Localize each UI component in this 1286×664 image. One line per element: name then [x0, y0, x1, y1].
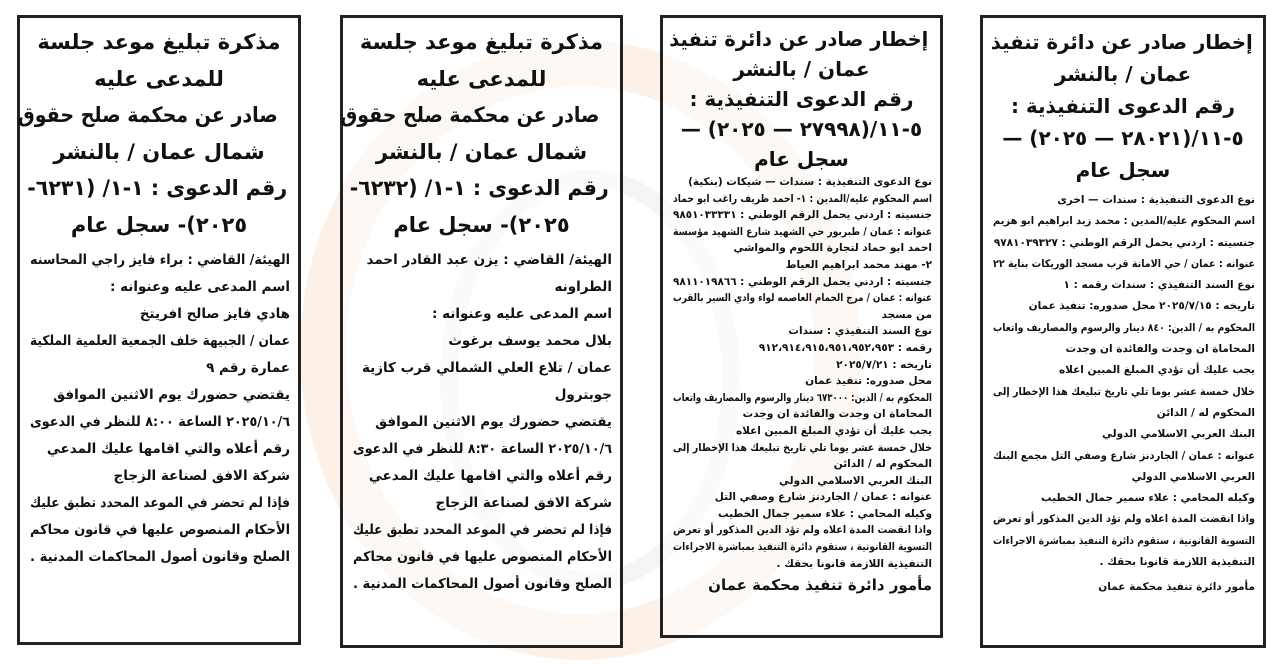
title-line: صادر عن محكمة صلح حقوق	[340, 103, 600, 127]
body-line: نوع السند التنفيذي : سندات رقمه : ١	[1063, 279, 1255, 292]
body-line: اسم المدعى عليه وعنوانه :	[109, 279, 290, 295]
title-line: إخطار صادر عن دائرة تنفيذ	[669, 27, 929, 51]
body-line: خلال خمسة عشر يوما تلي تاريخ تبليغك هذا الإخطار إلى	[673, 441, 932, 454]
body-line: عمان / تلاع العلي الشمالي قرب كازية	[361, 360, 612, 376]
title-line: ٢٠٢٥)- سجل عام	[393, 212, 570, 237]
body-line: رقمه : ٩١٢،٩١٤،٩١٥،٩٥١،٩٥٢،٩٥٣	[758, 341, 932, 354]
notice-body	[671, 174, 932, 598]
body-line: جنسيته : اردني يحمل الرقم الوطني : ٩٧٨١٠٣٩٣٢٧	[993, 236, 1255, 249]
signature-line: مأمور دائرة تنفيذ محكمة عمان	[1098, 581, 1255, 594]
execution-notice-27998	[660, 15, 943, 638]
body-line: من مسجد	[881, 308, 932, 321]
body-line: يجب عليك أن تؤدي المبلغ المبين اعلاه	[735, 424, 932, 437]
body-line: المحاماة ان وجدت والفائدة ان وجدت	[742, 408, 932, 421]
body-line: التسوية القانونية ، ستقوم دائرة التنفيذ بمباشرة الاجراءات	[673, 541, 932, 554]
body-line: الهيئة/ القاضي : يزن عبد القادر احمد	[366, 252, 612, 268]
title-line: مذكرة تبليغ موعد جلسة	[359, 30, 604, 54]
notice-title	[340, 24, 612, 243]
body-line: التسوية القانونية ، ستقوم دائرة التنفيذ بمباشرة الاجراءات	[993, 534, 1255, 547]
notice-body	[351, 247, 612, 598]
body-line: الأحكام المنصوص عليها في قانون محاكم	[353, 549, 612, 565]
body-line: البنك العربي الاسلامي الدولي	[779, 474, 932, 487]
body-line: جنسيته : اردني يحمل الرقم الوطني : ٩٨١١٠١٩٨٦٦	[673, 275, 932, 288]
body-line: المحكوم به / الدين: ٦٧٣٠٠٠ دينار والرسوم والمصاريف واتعاب	[673, 391, 932, 404]
body-line: رقم أعلاه والتي اقامها عليك المدعي	[46, 441, 290, 457]
body-line: عنوانه : عمان / الجاردنز شارع وصفي التل	[714, 491, 932, 504]
body-line: البنك العربي الاسلامي الدولي	[1102, 428, 1255, 441]
body-line: تاريخه : ٢٠٢٥/٧/٢١	[836, 358, 932, 371]
title-line: ٥-١١/(٢٨٠٢١ — ٢٠٢٥) —	[1002, 126, 1244, 150]
execution-notice-28021	[980, 15, 1266, 648]
body-line: رقم أعلاه والتي اقامها عليك المدعي	[368, 468, 612, 484]
body-line: عمان / الجبيهة خلف الجمعية العلمية الملكية	[29, 333, 290, 349]
title-line: رقم الدعوى : ١-١/ (٦٢٣٢-	[349, 176, 609, 200]
body-line: المحكوم له / الدائن	[1156, 406, 1255, 419]
body-line: الصلح وقانون أصول المحاكمات المدنية .	[353, 576, 612, 592]
body-line: تاريخه : ٢٠٢٥/٧/١٥ محل صدوره: تنفيذ عمان	[1028, 300, 1255, 313]
signature-line: مأمور دائرة تنفيذ محكمة عمان	[708, 576, 932, 595]
title-line: شمال عمان / بالنشر	[375, 139, 588, 164]
body-line: وكيله المحامي : علاء سمير جمال الخطيب	[1040, 492, 1255, 505]
body-line: شركة الافق لصناعة الزجاج	[113, 468, 290, 484]
body-line: نوع السند التنفيذي : سندات	[788, 325, 932, 338]
body-line: الهيئة/ القاضي : براء فايز راجي المحاسنه	[30, 252, 290, 268]
body-line: نوع الدعوى التنفيذية : سندات — اخرى	[1057, 194, 1255, 206]
body-line: الطراونه	[554, 279, 612, 295]
body-line: اسم المدعى عليه وعنوانه :	[431, 306, 612, 322]
body-line: جنسيته : اردني يحمل الرقم الوطني : ٩٨٥١٠٣٣٣٣١	[673, 209, 932, 222]
body-line: ٢٠٢٥/١٠/٦ الساعة ٨:٠٠ للنظر في الدعوى	[29, 414, 290, 430]
title-line: ٢٠٢٥)- سجل عام	[70, 212, 248, 237]
body-line: فإذا لم تحضر في الموعد المحدد تطبق عليك	[30, 495, 290, 511]
title-line: عمان / بالنشر	[1054, 62, 1192, 86]
body-line: عنوانه : عمان / مرج الحمام العاصمه لواء وادي السير بالقرب	[673, 292, 932, 305]
body-line: يجب عليك أن تؤدي المبلغ المبين اعلاه	[1058, 364, 1255, 377]
body-line: العربي الاسلامي الدولي	[1131, 470, 1255, 483]
body-line: المحكوم به / الدين: ٨٤٠ دينار والرسوم والمصاريف واتعاب	[993, 321, 1255, 334]
body-line: بلال محمد يوسف برغوث	[448, 333, 612, 349]
body-line: التنفيذية اللازمة قانونا بحقك .	[776, 557, 932, 570]
body-line: عمارة رقم ٩	[206, 360, 290, 376]
title-line: مذكرة تبليغ موعد جلسة	[37, 30, 281, 54]
title-line: صادر عن محكمة صلح حقوق	[17, 103, 278, 127]
title-line: سجل عام	[754, 147, 849, 171]
body-line: جوبترول	[554, 387, 612, 403]
body-line: اسم المحكوم عليه/المدين : ١- احمد ظريف راغب ابو حماد	[673, 192, 932, 205]
body-line: نوع الدعوى التنفيذية : سندات — شيكات (بنكية)	[688, 176, 932, 188]
body-line: المحكوم له / الدائن	[833, 458, 932, 471]
notice-body	[28, 247, 290, 571]
body-line: واذا انقضت المدة اعلاه ولم تؤد الدين المذكور أو تعرض	[673, 524, 932, 537]
body-line: ٢- مهند محمد ابراهيم العياط	[785, 258, 932, 271]
title-line: شمال عمان / بالنشر	[53, 139, 265, 164]
title-line: للمدعى عليه	[416, 66, 547, 91]
body-line: شركة الافق لصناعة الزجاج	[435, 495, 612, 511]
title-line: رقم الدعوى التنفيذية :	[1010, 94, 1236, 118]
body-line: التنفيذية اللازمة قانونا بحقك .	[1099, 556, 1255, 569]
notice-title	[17, 24, 290, 243]
notice-body	[991, 190, 1255, 599]
hearing-notice-6231	[17, 15, 301, 645]
body-line: وكيله المحامي : علاء سمير جمال الخطيب	[717, 507, 932, 520]
hearing-notice-6232	[340, 15, 623, 648]
title-line: رقم الدعوى التنفيذية :	[689, 87, 914, 111]
body-line: واذا انقضت المدة اعلاه ولم تؤد الدين المذكور أو تعرض	[993, 513, 1255, 526]
body-line: الأحكام المنصوص عليها في قانون محاكم	[30, 522, 291, 538]
body-line: يقتضي حضورك يوم الاثنين الموافق	[53, 387, 290, 403]
body-line: خلال خمسة عشر يوما تلي تاريخ تبليغك هذا الإخطار إلى	[993, 385, 1255, 398]
title-line: رقم الدعوى : ١-١/ (٦٢٣١-	[27, 176, 288, 200]
title-line: سجل عام	[1075, 158, 1171, 182]
body-line: ٢٠٢٥/١٠/٦ الساعة ٨:٣٠ للنظر في الدعوى	[353, 441, 612, 457]
body-line: اسم المحكوم عليه/المدين : محمد زيد ابراهيم ابو هزيم	[993, 215, 1255, 228]
body-line: المحاماة ان وجدت والفائدة ان وجدت	[1065, 343, 1255, 356]
body-line: فإذا لم تحضر في الموعد المحدد تطبق عليك	[353, 522, 612, 538]
notice-title	[671, 24, 932, 174]
body-line: عنوانه : عمان / حي الامانة قرب مسجد الوريكات بناية ٢٢	[993, 257, 1255, 270]
body-line: هادي فايز صالح افريتخ	[139, 306, 290, 322]
body-line: عنوانه : عمان / الجاردنز شارع وصفي التل مجمع البنك	[993, 449, 1255, 462]
body-line: محل صدوره: تنفيذ عمان	[805, 375, 932, 388]
title-line: عمان / بالنشر	[733, 57, 870, 81]
title-line: ٥-١١/(٢٧٩٩٨ — ٢٠٢٥) —	[680, 117, 923, 141]
notice-title	[991, 26, 1255, 186]
body-line: الصلح وقانون أصول المحاكمات المدنية .	[30, 549, 291, 565]
title-line: للمدعى عليه	[94, 66, 224, 91]
title-line: إخطار صادر عن دائرة تنفيذ	[990, 30, 1253, 54]
body-line: عنوانه : عمان / طبربور حي الشهيد شارع الشهيد مؤسسة	[673, 225, 932, 238]
body-line: يقتضي حضورك يوم الاثنين الموافق	[375, 414, 612, 430]
body-line: احمد ابو حماد لتجارة اللحوم والمواشي	[733, 242, 932, 255]
